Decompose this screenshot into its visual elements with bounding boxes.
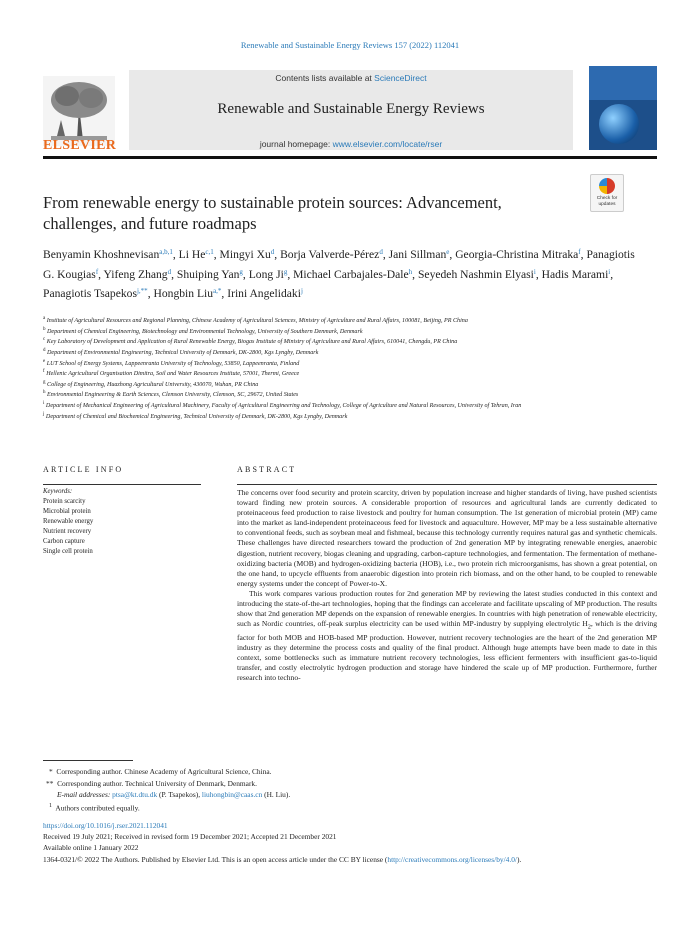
author-affiliation-marker[interactable]: c,1 (205, 248, 214, 256)
affiliation: $^a$ Institute of Agricultural Resources and Regional Planning, Chinese Academy of Agricultural Sciences, Ministry of Agriculture and Rural Affairs, 100081, Beijing, PR China (43, 316, 468, 325)
author-name[interactable]: Hongbin Liu (153, 287, 214, 300)
affiliation: $^d$ Department of Environmental Engineering, Technical University of Denmark, DK-2800, Kgs Lyngby, Denmark (43, 347, 319, 356)
author-name[interactable]: Shuiping Yan (176, 267, 240, 281)
header-rule (43, 156, 657, 159)
crossmark-badge[interactable]: Check for updates (590, 174, 624, 212)
affiliation: $^g$ College of Engineering, Huazhong Agricultural University, 430070, Wuhan, PR China (43, 379, 259, 388)
license-line: 1364-0321/© 2022 The Authors. Published by Elsevier Ltd. This is an open access article under the CC BY license (http://creativecommons.org/licenses/by/4.0/). (43, 854, 522, 864)
author-list: Benyamin Khoshnevisan$^{a,b,1}$, Li He$^{c,1}$, Mingyi Xu$^d$, Borja Valverde-Pérez$^d$, Jani Sillman$^e$, Georgia-Christina Mitraka$^f$, Panagiotis G. Kougias$^f$, Yifeng Zhang$^d$, Shuiping Yan$^g$, Long Ji$^g$, Michael Carbajales-Dale$^h$, Seyedeh Nashmin Elyasi$^i$, Hadis Marami$^i$, Panagiotis Tsapekos$^{j,**}$, Hongbin Liu$^{a,*}$, Irini Angelidaki$^j$ (43, 248, 635, 300)
keyword: Nutrient recovery (43, 528, 92, 535)
journal-cover-thumbnail[interactable] (589, 66, 657, 150)
journal-header (43, 66, 657, 154)
abstract-paragraph-1: The concerns over food security and protein scarcity, driven by population increase and higher standards of living, have pushed scientists toward finding new protein sources. A considerable proportion of resources and agricultural lands are currently dedicated to proteinaceous feed production to raise livestock and poultry for human consumption. The 1st generation of microbial protein (MP) came into the market as land-independent proteinaceous feed for livestock and aquaculture. However, MP may be a less sustainable alternative to conventional feeds, such as soybean meal and fishmeal, because this technology currently requires natural gas and synthetic chemicals. These challenges have directed researchers toward the production of 2nd generation MP by integrating renewable energies, anaerobic digestion, nutrient recovery, biogas cleaning and upgrading, carbon-capture technologies, and fermentation. The fermentation of methane-oxidizing bacteria (MOB) and hydrogen-oxidizing bacteria (HOB), i.e., two protein rich microorganisms, has shown a great potential, on the one hand, to upcycle effluents from anaerobic digestion into protein rich biomass, and on the other hand, to be coupled to renewable energy systems under the concept of Power-to-X. (237, 488, 657, 588)
author-name[interactable]: Seyedeh Nashmin Elyasi (417, 267, 534, 281)
footnote-rule (43, 760, 133, 761)
affiliation: $^c$ Key Laboratory of Development and Application of Rural Renewable Energy, Biogas Institute of Ministry of Agriculture and Rural Affairs, 610041, Chengdu, PR China (43, 337, 458, 346)
received-dates: Received 19 July 2021; Received in revised form 19 December 2021; Accepted 21 December 2021 (43, 832, 337, 842)
article-info-heading: ARTICLE INFO (43, 465, 124, 474)
doi-link[interactable]: https://doi.org/10.1016/j.rser.2021.112041 (43, 821, 168, 830)
email-link[interactable]: ptsa@kt.dtu.dk (112, 790, 158, 799)
author-affiliation-marker[interactable]: f (95, 267, 99, 276)
author-affiliation-marker[interactable]: j,** (136, 287, 148, 295)
affiliation: $^f$ Hellenic Agricultural Organisation Dimitra, Soil and Water Resources Institute, 57001, Thermi, Greece (43, 369, 300, 378)
author-affiliation-marker[interactable]: g (239, 267, 243, 276)
author-affiliation-marker[interactable]: d (379, 248, 383, 256)
elsevier-wordmark: ELSEVIER (43, 138, 117, 153)
affiliation: $^i$ Department of Mechanical Engineering of Agricultural Machinery, Faculty of Agricultural Engineering and Technology, College of Agriculture and Natural Resources, University of Tehran, Iran (43, 401, 522, 410)
keywords-heading: Keywords: (43, 488, 73, 495)
keyword: Renewable energy (43, 518, 94, 525)
keyword: Protein scarcity (43, 498, 86, 505)
footnotes (43, 766, 643, 813)
author-name[interactable]: Long Ji (248, 267, 284, 281)
author-name[interactable]: Hadis Marami (541, 267, 609, 281)
journal-title: Renewable and Sustainable Energy Reviews (217, 101, 485, 117)
footnote-corresponding-2: ** Corresponding author. Technical University of Denmark, Denmark. (46, 778, 257, 788)
author-affiliation-marker[interactable]: a,* (213, 287, 222, 295)
author-name[interactable]: Borja Valverde-Pérez (280, 248, 380, 261)
author-name[interactable]: Irini Angelidaki (227, 287, 301, 300)
author-name[interactable]: Georgia-Christina Mitraka (455, 248, 579, 261)
keyword: Carbon capture (43, 538, 85, 545)
masthead (129, 70, 573, 150)
author-affiliation-marker[interactable]: h (408, 267, 413, 276)
article-title: From renewable energy to sustainable protein sources: Advancement, challenges, and future roadmaps (43, 193, 502, 233)
abstract-heading: ABSTRACT (237, 465, 297, 474)
keyword: Single cell protein (43, 548, 93, 555)
footnote-corresponding-1: * Corresponding author. Chinese Academy of Agricultural Science, China. (49, 767, 272, 776)
author-name[interactable]: Mingyi Xu (219, 248, 271, 261)
author-name[interactable]: Jani Sillman (388, 248, 447, 261)
affiliation: $^e$ LUT School of Energy Systems, Lappeenranta University of Technology, 53850, Lappeenranta, Finland (43, 358, 300, 367)
license-link[interactable]: http://creativecommons.org/licenses/by/4.0/ (387, 854, 517, 864)
author-name[interactable]: Benyamin Khoshnevisan (43, 248, 160, 261)
crossmark-icon (599, 178, 615, 194)
author-name[interactable]: Yifeng Zhang (103, 267, 168, 281)
author-name[interactable]: Panagiotis Tsapekos (43, 287, 137, 300)
contents-line: Contents lists available at ScienceDirect (275, 73, 427, 83)
article-info-rule (43, 484, 201, 485)
author-name[interactable]: Michael Carbajales-Dale (293, 267, 409, 281)
author-affiliation-marker[interactable]: a,b,1 (159, 248, 173, 256)
author-name[interactable]: Panagiotis G. Kougias (43, 248, 635, 281)
author-affiliation-marker[interactable]: g (283, 267, 288, 276)
keywords-block (43, 487, 201, 557)
author-affiliation-marker[interactable]: d (270, 248, 275, 256)
homepage-line: journal homepage: www.elsevier.com/locate/rser (259, 139, 443, 149)
author-affiliation-marker[interactable]: i (608, 267, 611, 276)
email-link[interactable]: liuhongbin@caas.cn (201, 790, 263, 799)
available-online: Available online 1 January 2022 (43, 843, 139, 853)
footnote-emails: E-mail addresses: ptsa@kt.dtu.dk (P. Tsapekos), liuhongbin@caas.cn (H. Liu). (57, 790, 291, 799)
affiliation: $^j$ Department of Chemical and Biochemical Engineering, Technical University of Denmark, DK-2800, Kgs Lyngby, Denmark (43, 411, 348, 420)
homepage-link[interactable]: www.elsevier.com/locate/rser (332, 139, 443, 149)
affiliation: $^b$ Department of Chemical Engineering, Biotechnology and Environmental Technology, University of Southern Denmark, Denmark (43, 326, 363, 335)
affiliation: $^h$ Environmental Engineering & Earth Sciences, Clemson University, Clemson, SC, 29672, United States (43, 390, 299, 399)
author-affiliation-marker[interactable]: f (578, 248, 581, 256)
publication-info (43, 820, 663, 865)
footnote-equal-contribution: $^1$ Authors contributed equally. (49, 802, 140, 812)
journal-reference[interactable]: Renewable and Sustainable Energy Reviews 157 (2022) 112041 (240, 40, 460, 50)
abstract-body (237, 488, 657, 683)
abstract-rule (237, 484, 657, 485)
author-affiliation-marker[interactable]: i (533, 267, 536, 276)
author-affiliation-marker[interactable]: j (300, 287, 303, 295)
author-affiliation-marker[interactable]: e (446, 248, 450, 256)
sciencedirect-link[interactable]: ScienceDirect (374, 73, 427, 83)
author-affiliation-marker[interactable]: d (167, 267, 172, 276)
author-name[interactable]: Li He (178, 248, 206, 261)
affiliation-list (43, 315, 583, 421)
keyword: Microbial protein (43, 508, 91, 515)
abstract-paragraph-2: This work compares various production routes for 2nd generation MP by reviewing the latest studies conducted in this context and introducing the state-of-the-art technologies, hoping that the findings can accelerate and facilitate upscaling of MP production. The results show that 2nd generation MP depends on the expansion of renewable energies. In countries with high penetration of renewable electricity, such as Nordic countries, off-peak surplus electricity can be used within MP-industry by supplying electrolytic $H_2$, which is the driving factor for both MOB and HOB-based MP production. However, nutrient recovery technologies are the heart of the 2nd generation MP industry as they determine the process costs and quality of the final product. Although huge attempts have been made to date in this context, some bottlenecks such as immature nutrient recovery technologies, less efficient fermenters with insufficient gas-to-liquid transfer, and costly electrolytic hydrogen production and storage have hindered the scale up of MP production. Furthermore, further research into techno- (237, 588, 657, 683)
